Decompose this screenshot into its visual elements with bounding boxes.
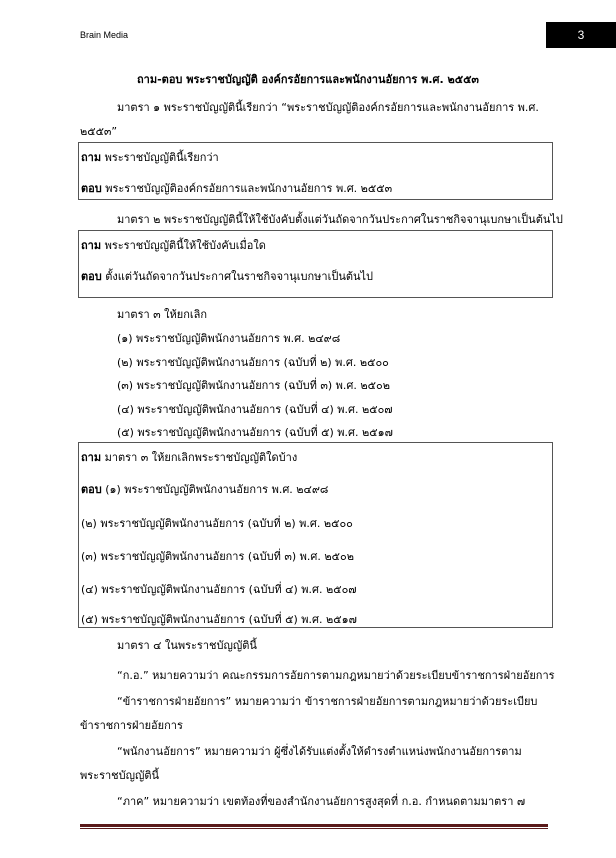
section2-text: มาตรา ๒ พระราชบัญญัตินี้ให้ใช้บังคับตั้งแต่วันถัดจากวันประกาศในราชกิจจานุเบกษาเป็นต้นไป [117, 213, 563, 226]
section4-heading: มาตรา ๔ ในพระราชบัญญัตินี้ [117, 639, 257, 652]
question-label: ถาม [81, 451, 102, 464]
qa-box-3 [78, 442, 553, 628]
section1-line1: มาตรา ๑ พระราชบัญญัตินี้เรียกว่า “พระราชบัญญัติองค์กรอัยการและพนักงานอัยการ พ.ศ. [117, 101, 539, 114]
answer-text: (๑) พระราชบัญญัติพนักงานอัยการ พ.ศ. ๒๔๙๘ [105, 483, 329, 496]
question-text: พระราชบัญญัตินี้ให้ใช้บังคับเมื่อใด [104, 239, 266, 252]
answer-label: ตอบ [81, 182, 102, 195]
header-brand: Brain Media [80, 30, 129, 40]
section3-heading: มาตรา ๓ ให้ยกเลิก [117, 308, 208, 321]
page-number: 3 [546, 22, 616, 48]
question [81, 236, 266, 254]
answer-text: พระราชบัญญัติองค์กรอัยการและพนักงานอัยการ พ.ศ. ๒๕๕๓ [105, 182, 393, 195]
question-label: ถาม [81, 151, 102, 164]
question [81, 448, 297, 466]
answer [81, 480, 328, 498]
answer [81, 267, 373, 285]
question-text: พระราชบัญญัตินี้เรียกว่า [104, 151, 219, 164]
answer-item: (๒) พระราชบัญญัติพนักงานอัยการ (ฉบับที่ ๒) พ.ศ. ๒๕๐๐ [81, 517, 353, 530]
list-item: (๔) พระราชบัญญัติพนักงานอัยการ (ฉบับที่ ๔) พ.ศ. ๒๕๐๗ [117, 403, 393, 416]
list-item: (๕) พระราชบัญญัติพนักงานอัยการ (ฉบับที่ ๕) พ.ศ. ๒๕๑๗ [117, 426, 393, 439]
answer-item: (๓) พระราชบัญญัติพนักงานอัยการ (ฉบับที่ ๓) พ.ศ. ๒๕๐๒ [81, 550, 354, 563]
page-title: ถาม-ตอบ พระราชบัญญัติ องค์กรอัยการและพนักงานอัยการ พ.ศ. ๒๕๕๓ [137, 73, 479, 86]
definition: “ภาค” หมายความว่า เขตท้องที่ของสำนักงานอัยการสูงสุดที่ ก.อ. กำหนดตามมาตรา ๗ [117, 795, 526, 808]
footer-rule [80, 824, 548, 827]
qa-box-1 [78, 142, 553, 200]
definition: “ข้าราชการฝ่ายอัยการ” หมายความว่า ข้าราชการฝ่ายอัยการตามกฎหมายว่าด้วยระเบียบ [117, 695, 538, 708]
list-item: (๓) พระราชบัญญัติพนักงานอัยการ (ฉบับที่ ๓) พ.ศ. ๒๕๐๒ [117, 379, 390, 392]
list-item: (๒) พระราชบัญญัติพนักงานอัยการ (ฉบับที่ ๒) พ.ศ. ๒๕๐๐ [117, 356, 389, 369]
question [81, 148, 219, 166]
definition: “ก.อ.” หมายความว่า คณะกรรมการอัยการตามกฎหมายว่าด้วยระเบียบข้าราชการฝ่ายอัยการ [117, 669, 555, 682]
answer [81, 179, 392, 197]
answer-item: (๕) พระราชบัญญัติพนักงานอัยการ (ฉบับที่ ๕) พ.ศ. ๒๕๑๗ [81, 613, 357, 626]
qa-box-2 [78, 230, 553, 298]
list-item: (๑) พระราชบัญญัติพนักงานอัยการ พ.ศ. ๒๔๙๘ [117, 332, 341, 345]
question-text: มาตรา ๓ ให้ยกเลิกพระราชบัญญัติใดบ้าง [104, 451, 298, 464]
definition-continued: พระราชบัญญัตินี้ [80, 769, 160, 782]
definition: “พนักงานอัยการ” หมายความว่า ผู้ซึ่งได้รับแต่งตั้งให้ดำรงตำแหน่งพนักงานอัยการตาม [117, 745, 522, 758]
answer-label: ตอบ [81, 270, 102, 283]
section1-line2: ๒๕๕๓” [80, 125, 118, 138]
answer-item: (๔) พระราชบัญญัติพนักงานอัยการ (ฉบับที่ ๔) พ.ศ. ๒๕๐๗ [81, 583, 357, 596]
definition-continued: ข้าราชการฝ่ายอัยการ [80, 719, 183, 732]
answer-text: ตั้งแต่วันถัดจากวันประกาศในราชกิจจานุเบกษาเป็นต้นไป [105, 270, 374, 283]
answer-label: ตอบ [81, 483, 102, 496]
footer-rule-thin [80, 828, 548, 829]
question-label: ถาม [81, 239, 102, 252]
